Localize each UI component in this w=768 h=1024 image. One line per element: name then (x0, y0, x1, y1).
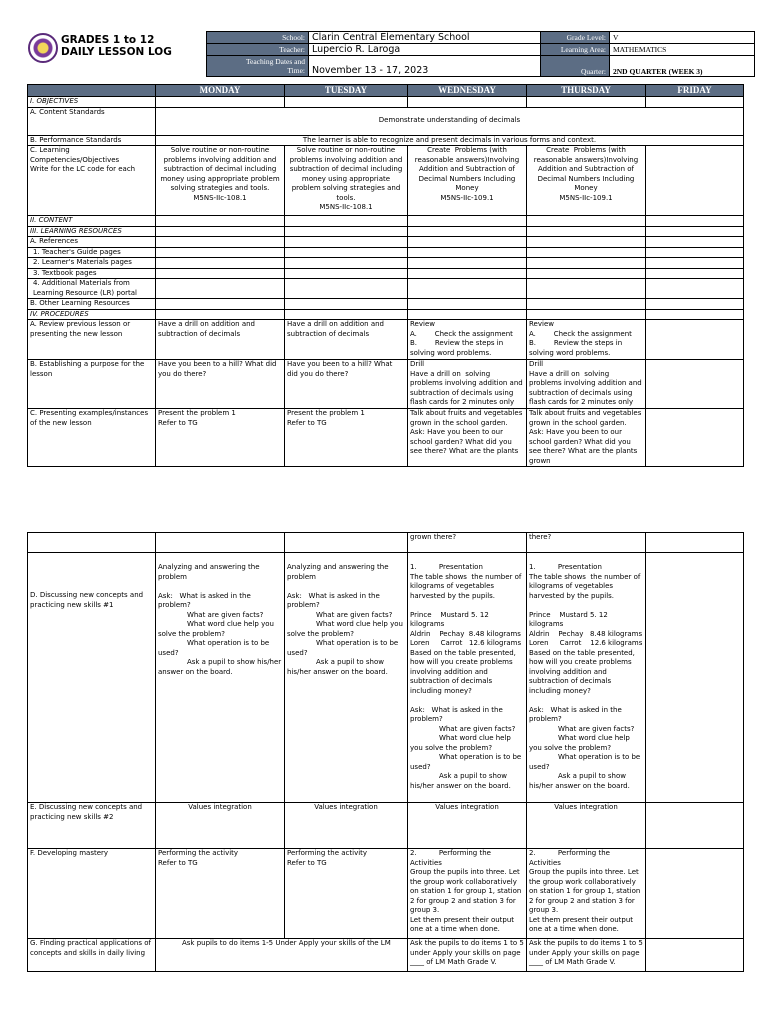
school-label: School: (207, 32, 309, 44)
examples-wednesday: Talk about fruits and vegetables grown in the school garden. Ask: Have you been to our school garden? What did you see there? What are the plants (408, 409, 527, 467)
applications-mon-tue: Ask pupils to do items 1-5 Under Apply your skills of the LM (156, 939, 408, 972)
discuss1-tuesday: Analyzing and answering the problem Ask: What is asked in the problem? What are given facts? What word clue help you solve the problem? What operation is to be used? Ask a pupil to show his/her answer on the board. (285, 553, 408, 803)
teacher-label: Teacher: (207, 44, 309, 56)
row-lr-portal: 4. Additional Materials from Learning Resource (LR) portal (28, 279, 156, 299)
review-tuesday: Have a drill on addition and subtraction of decimals (285, 320, 408, 360)
applications-wednesday: Ask the pupils to do items 1 to 5 under Apply your skills on page ____ of LM Math Grade V. (408, 939, 527, 972)
performance-standards-text: The learner is able to recognize and present decimals in various forms and context. (156, 135, 744, 146)
quarter-value: 2ND QUARTER (WEEK 3) (610, 56, 755, 77)
mastery-tuesday: Performing the activity Refer to TG (285, 849, 408, 939)
header-info-table (206, 31, 755, 77)
comp-wednesday: Create Problems (with reasonable answers)Involving Addition and Subtraction of Decimal Numbers Including Money M5NS-IIc-109.1 (408, 146, 527, 216)
day-monday: MONDAY (156, 85, 285, 97)
applications-thursday: Ask the pupils to do items 1 to 5 under Apply your skills on page ____ of LM Math Grade V. (527, 939, 646, 972)
row-tg-pages: 1. Teacher's Guide pages (28, 247, 156, 258)
examples-monday: Present the problem 1 Refer to TG (156, 409, 285, 467)
day-thursday: THURSDAY (527, 85, 646, 97)
row-content-standards: A. Content Standards (28, 107, 156, 135)
row-performance-standards: B. Performance Standards (28, 135, 156, 146)
dates-label-1: Teaching Dates and (245, 57, 305, 66)
row-competencies: C. Learning Competencies/Objectives Write for the LC code for each (28, 146, 156, 216)
lesson-log-table-1 (27, 84, 744, 467)
row-purpose: B. Establishing a purpose for the lesson (28, 360, 156, 409)
row-procedures: IV. PROCEDURES (28, 309, 156, 320)
discuss2-tuesday: Values integration (285, 803, 408, 849)
row-mastery: F. Developing mastery (28, 849, 156, 939)
row-references: A. References (28, 237, 156, 248)
row-objectives: I. OBJECTIVES (28, 97, 156, 108)
examples-thursday: Talk about fruits and vegetables grown in the school garden. Ask: Have you been to our school garden? What did you see there? What are the plants grown (527, 409, 646, 467)
area-label: Learning Area: (541, 44, 610, 56)
dates-label (207, 56, 309, 77)
comp-monday: Solve routine or non-routine problems involving addition and subtraction of decimal including money using appropriate problem solving strategies and tools. M5NS-IIc-108.1 (156, 146, 285, 216)
mastery-wednesday: 2. Performing the Activities Group the pupils into three. Let the group work collaboratively on station 1 for group 1, station 2 for group 2 and station 3 for group 3. Let them present their output one at a time when done. (408, 849, 527, 939)
dates-value: November 13 - 17, 2023 (309, 56, 541, 77)
row-lm-pages: 2. Learner's Materials pages (28, 258, 156, 269)
row-discuss-1: D. Discussing new concepts and practicing new skills #1 (28, 553, 156, 803)
deped-seal-logo (28, 33, 58, 63)
title-line-1: GRADES 1 to 12 (61, 34, 155, 46)
title-line-2: DAILY LESSON LOG (61, 46, 172, 58)
quarter-label: Quarter: (541, 56, 610, 77)
discuss1-wednesday: 1. Presentation The table shows the number of kilograms of vegetables harvested by the pupils. Prince Mustard 5. 12 kilograms Aldrin Pechay 8.48 kilograms Loren Carrot 12.6 kilograms Based on the table presented, how will you create problems involving addition and subtraction of decimals including money? Ask: What is asked in the problem? What are given facts? What word clue help you solve the problem? What operation is to be used? Ask a pupil to show his/her answer on the board. (408, 553, 527, 803)
review-thursday: Review A. Check the assignment B. Review the steps in solving word problems. (527, 320, 646, 360)
review-monday: Have a drill on addition and subtraction of decimals (156, 320, 285, 360)
row-other-resources: B. Other Learning Resources (28, 299, 156, 310)
grade-value: V (610, 32, 755, 44)
purpose-monday: Have you been to a hill? What did you do there? (156, 360, 285, 409)
purpose-thursday: Drill Have a drill on solving problems involving addition and subtraction of decimals using flash cards for 2 minutes only (527, 360, 646, 409)
row-discuss-2: E. Discussing new concepts and practicing new skills #2 (28, 803, 156, 849)
content-standards-text: Demonstrate understanding of decimals (156, 107, 744, 135)
grade-label: Grade Level: (541, 32, 610, 44)
row-learning-resources: III. LEARNING RESOURCES (28, 226, 156, 237)
mastery-thursday: 2. Performing the Activities Group the pupils into three. Let the group work collaboratively on station 1 for group 1, station 2 for group 2 and station 3 for group 3. Let them present their output one at a time when done. (527, 849, 646, 939)
lesson-log-table-2 (27, 532, 744, 972)
school-value: Clarin Central Elementary School (309, 32, 541, 44)
row-review: A. Review previous lesson or presenting the new lesson (28, 320, 156, 360)
examples-thursday-cont: there? (527, 533, 646, 553)
discuss2-wednesday: Values integration (408, 803, 527, 849)
comp-tuesday: Solve routine or non-routine problems involving addition and subtraction of decimal including money using appropriate problem solving strategies and tools. M5NS-IIc-108.1 (285, 146, 408, 216)
day-wednesday: WEDNESDAY (408, 85, 527, 97)
review-wednesday: Review A. Check the assignment B. Review the steps in solving word problems. (408, 320, 527, 360)
examples-wednesday-cont: grown there? (408, 533, 527, 553)
discuss1-monday: Analyzing and answering the problem Ask: What is asked in the problem? What are given facts? What word clue help you solve the problem? What operation is to be used? Ask a pupil to show his/her answer on the board. (156, 553, 285, 803)
comp-thursday: Create Problems (with reasonable answers)Involving Addition and Subtraction of Decimal Numbers Including Money M5NS-IIc-109.1 (527, 146, 646, 216)
corner-cell (28, 85, 156, 97)
row-content: II. CONTENT (28, 216, 156, 227)
teacher-value: Lupercio R. Laroga (309, 44, 541, 56)
discuss2-monday: Values integration (156, 803, 285, 849)
row-textbook-pages: 3. Textbook pages (28, 268, 156, 279)
day-friday: FRIDAY (646, 85, 744, 97)
purpose-wednesday: Drill Have a drill on solving problems involving addition and subtraction of decimals using flash cards for 2 minutes only (408, 360, 527, 409)
purpose-tuesday: Have you been to a hill? What did you do there? (285, 360, 408, 409)
log-title (61, 34, 172, 58)
discuss2-thursday: Values integration (527, 803, 646, 849)
day-tuesday: TUESDAY (285, 85, 408, 97)
row-applications: G. Finding practical applications of concepts and skills in daily living (28, 939, 156, 972)
dates-label-2: Time: (287, 66, 305, 75)
discuss1-thursday: 1. Presentation The table shows the number of kilograms of vegetables harvested by the pupils. Prince Mustard 5. 12 kilograms Aldrin Pechay 8.48 kilograms Loren Carrot 12.6 kilograms Based on the table presented, how will you create problems involving addition and subtraction of decimals including money? Ask: What is asked in the problem? What are given facts? What word clue help you solve the problem? What operation is to be used? Ask a pupil to show his/her answer on the board. (527, 553, 646, 803)
area-value: MATHEMATICS (610, 44, 755, 56)
examples-tuesday: Present the problem 1 Refer to TG (285, 409, 408, 467)
mastery-monday: Performing the activity Refer to TG (156, 849, 285, 939)
row-examples: C. Presenting examples/instances of the new lesson (28, 409, 156, 467)
